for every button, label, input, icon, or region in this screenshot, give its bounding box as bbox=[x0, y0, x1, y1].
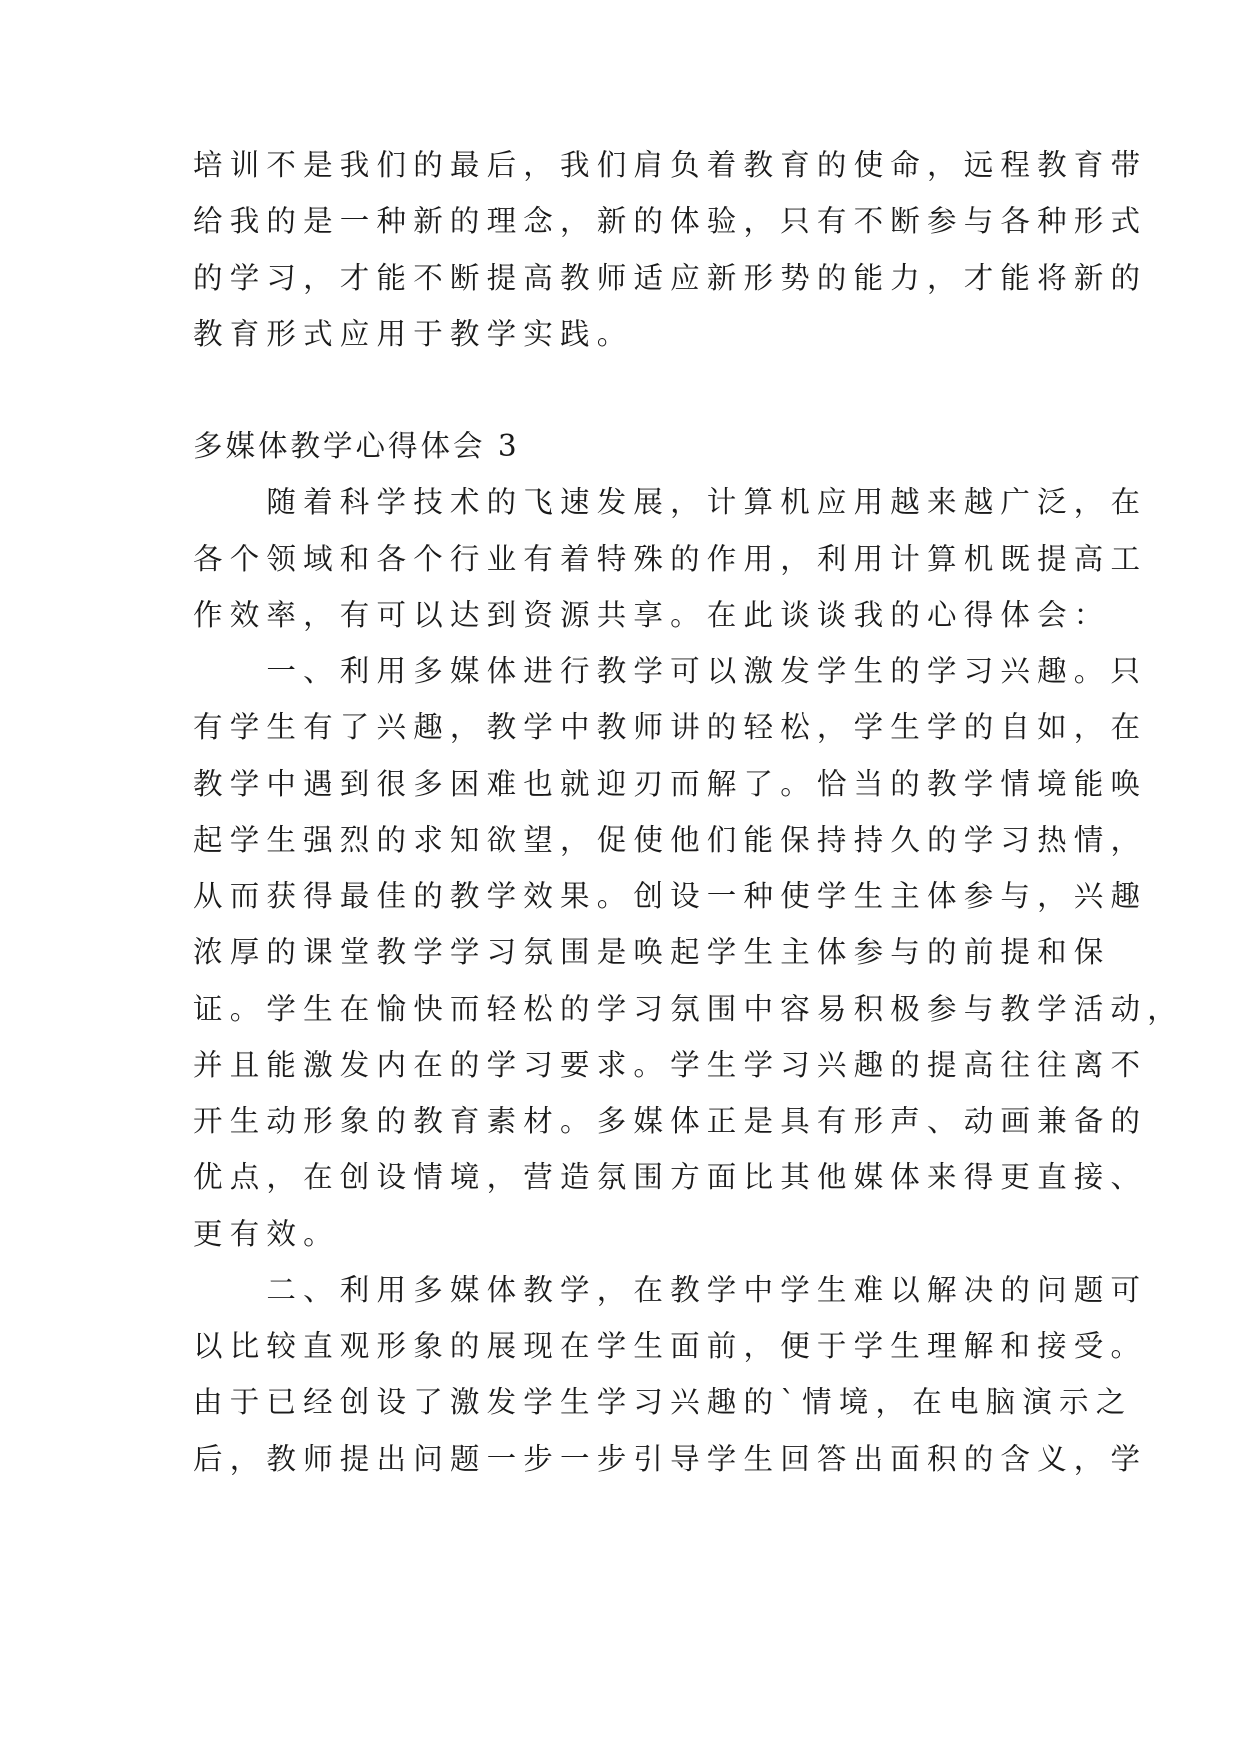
text-line: 后，教师提出问题一步一步引导学生回答出面积的含义，学 bbox=[193, 1442, 1148, 1476]
section-heading: 多媒体教学心得体会 3 bbox=[193, 429, 520, 463]
text-line: 二、利用多媒体教学，在教学中学生难以解决的问题可 bbox=[193, 1273, 1148, 1307]
text-line: 开生动形象的教育素材。多媒体正是具有形声、动画兼备的 bbox=[193, 1104, 1148, 1138]
text-line: 给我的是一种新的理念，新的体验，只有不断参与各种形式 bbox=[193, 204, 1148, 238]
text-line: 优点，在创设情境，营造氛围方面比其他媒体来得更直接、 bbox=[193, 1160, 1148, 1194]
text-line: 的学习，才能不断提高教师适应新形势的能力，才能将新的 bbox=[193, 261, 1148, 295]
text-line: 更有效。 bbox=[193, 1217, 340, 1251]
text-line: 由于已经创设了激发学生学习兴趣的`情境，在电脑演示之 bbox=[193, 1385, 1133, 1419]
text-line: 起学生强烈的求知欲望，促使他们能保持持久的学习热情， bbox=[193, 823, 1148, 857]
text-line: 有学生有了兴趣，教学中教师讲的轻松，学生学的自如，在 bbox=[193, 710, 1148, 744]
text-line: 以比较直观形象的展现在学生面前，便于学生理解和接受。 bbox=[193, 1329, 1148, 1363]
text-line: 并且能激发内在的学习要求。学生学习兴趣的提高往往离不 bbox=[193, 1048, 1148, 1082]
text-line: 教学中遇到很多困难也就迎刃而解了。恰当的教学情境能唤 bbox=[193, 767, 1148, 801]
text-line: 浓厚的课堂教学学习氛围是唤起学生主体参与的前提和保 bbox=[193, 935, 1111, 969]
text-line: 从而获得最佳的教学效果。创设一种使学生主体参与，兴趣 bbox=[193, 879, 1148, 913]
text-line: 各个领域和各个行业有着特殊的作用，利用计算机既提高工 bbox=[193, 542, 1148, 576]
text-line: 证。学生在愉快而轻松的学习氛围中容易积极参与教学活动， bbox=[193, 992, 1184, 1026]
text-line: 作效率，有可以达到资源共享。在此谈谈我的心得体会： bbox=[193, 598, 1111, 632]
text-line: 一、利用多媒体进行教学可以激发学生的学习兴趣。只 bbox=[193, 654, 1148, 688]
text-line: 教育形式应用于教学实践。 bbox=[193, 317, 634, 351]
text-line: 随着科学技术的飞速发展，计算机应用越来越广泛，在 bbox=[193, 485, 1148, 519]
text-line: 培训不是我们的最后，我们肩负着教育的使命，远程教育带 bbox=[193, 148, 1148, 182]
